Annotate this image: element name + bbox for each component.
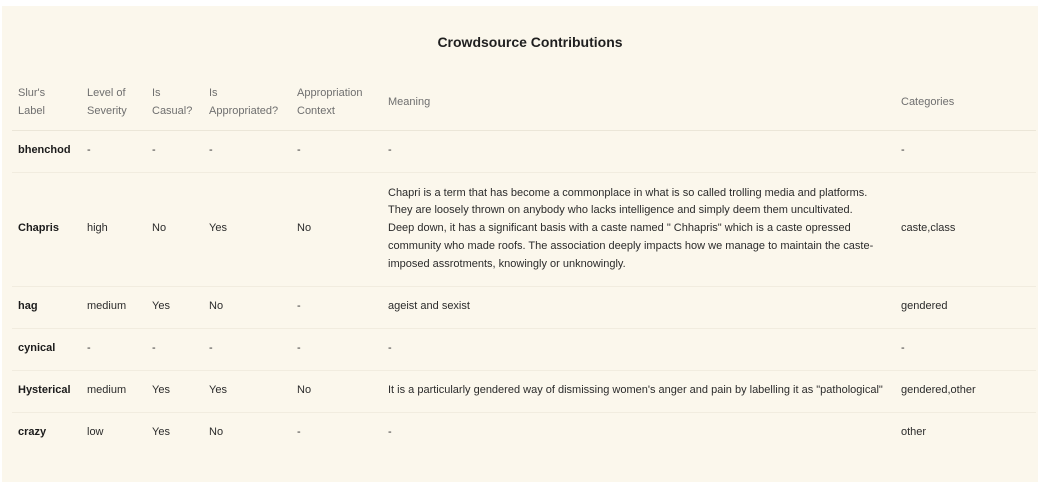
context-cell: -: [297, 426, 301, 439]
categories-cell: gendered,other: [895, 370, 1036, 412]
appropriated-cell: No: [209, 426, 224, 439]
meaning-cell: -: [382, 328, 895, 370]
slur-label: crazy: [18, 426, 47, 439]
severity-cell: medium: [81, 286, 146, 328]
slur-label: bhenchod: [12, 130, 81, 172]
contributions-table: [12, 74, 1036, 454]
context-cell: -: [291, 130, 382, 172]
severity-cell: -: [81, 130, 146, 172]
slur-label: cynical: [12, 328, 81, 370]
casual-cell: Yes: [152, 426, 170, 439]
appropriated-cell: No: [203, 286, 291, 328]
column-header-categories: Categories: [895, 74, 1036, 130]
categories-cell: gendered: [895, 286, 1036, 328]
meaning-cell: ageist and sexist: [382, 286, 895, 328]
casual-cell: Yes: [146, 370, 203, 412]
meaning-cell: -: [382, 130, 895, 172]
column-header-label: Slur's Label: [12, 74, 81, 130]
context-cell: -: [291, 328, 382, 370]
column-header-severity: Level of Severity: [81, 74, 146, 130]
column-header-casual: Is Casual?: [146, 74, 203, 130]
table-row: [12, 328, 1036, 370]
casual-cell: -: [146, 328, 203, 370]
severity-cell: low: [87, 426, 104, 439]
appropriated-cell: Yes: [203, 172, 291, 286]
severity-cell: high: [81, 172, 146, 286]
slur-label: hag: [12, 286, 81, 328]
meaning-cell: Chapri is a term that has become a commonplace in what is so called trolling media and platforms. They are loosely thrown on anybody who lacks intelligence and simply deem them uncultivated. Deep down, it has a significant basis with a caste named " Chhapris" which is a caste opressed community who made roofs. The association deeply impacts how we manage to maintain the caste-imposed assrotments, knowingly or unknowingly.: [382, 172, 895, 286]
appropriated-cell: -: [203, 328, 291, 370]
column-header-meaning: Meaning: [382, 74, 895, 130]
casual-cell: No: [146, 172, 203, 286]
context-cell: No: [291, 370, 382, 412]
column-header-context: Appropriation Context: [291, 74, 382, 130]
appropriated-cell: Yes: [203, 370, 291, 412]
meaning-cell: -: [388, 426, 392, 439]
table-row: [12, 370, 1036, 412]
context-cell: No: [291, 172, 382, 286]
header-row: [12, 74, 1036, 130]
appropriated-cell: -: [203, 130, 291, 172]
categories-cell: other: [901, 426, 927, 439]
page-title: Crowdsource Contributions: [437, 34, 623, 50]
meaning-cell: It is a particularly gendered way of dismissing women's anger and pain by labelling it as "pathological": [382, 370, 895, 412]
casual-cell: Yes: [146, 286, 203, 328]
context-cell: -: [291, 286, 382, 328]
severity-cell: medium: [81, 370, 146, 412]
categories-cell: -: [895, 130, 1036, 172]
table-row: [12, 286, 1036, 328]
slur-label: Hysterical: [12, 370, 81, 412]
column-header-appropriated: Is Appropriated?: [203, 74, 291, 130]
slur-label: Chapris: [12, 172, 81, 286]
table-header: [12, 74, 1036, 130]
severity-cell: -: [81, 328, 146, 370]
table-row: [12, 130, 1036, 172]
table-row: [12, 412, 1036, 454]
categories-cell: caste,class: [895, 172, 1036, 286]
table-row: [12, 172, 1036, 286]
categories-cell: -: [895, 328, 1036, 370]
casual-cell: -: [146, 130, 203, 172]
